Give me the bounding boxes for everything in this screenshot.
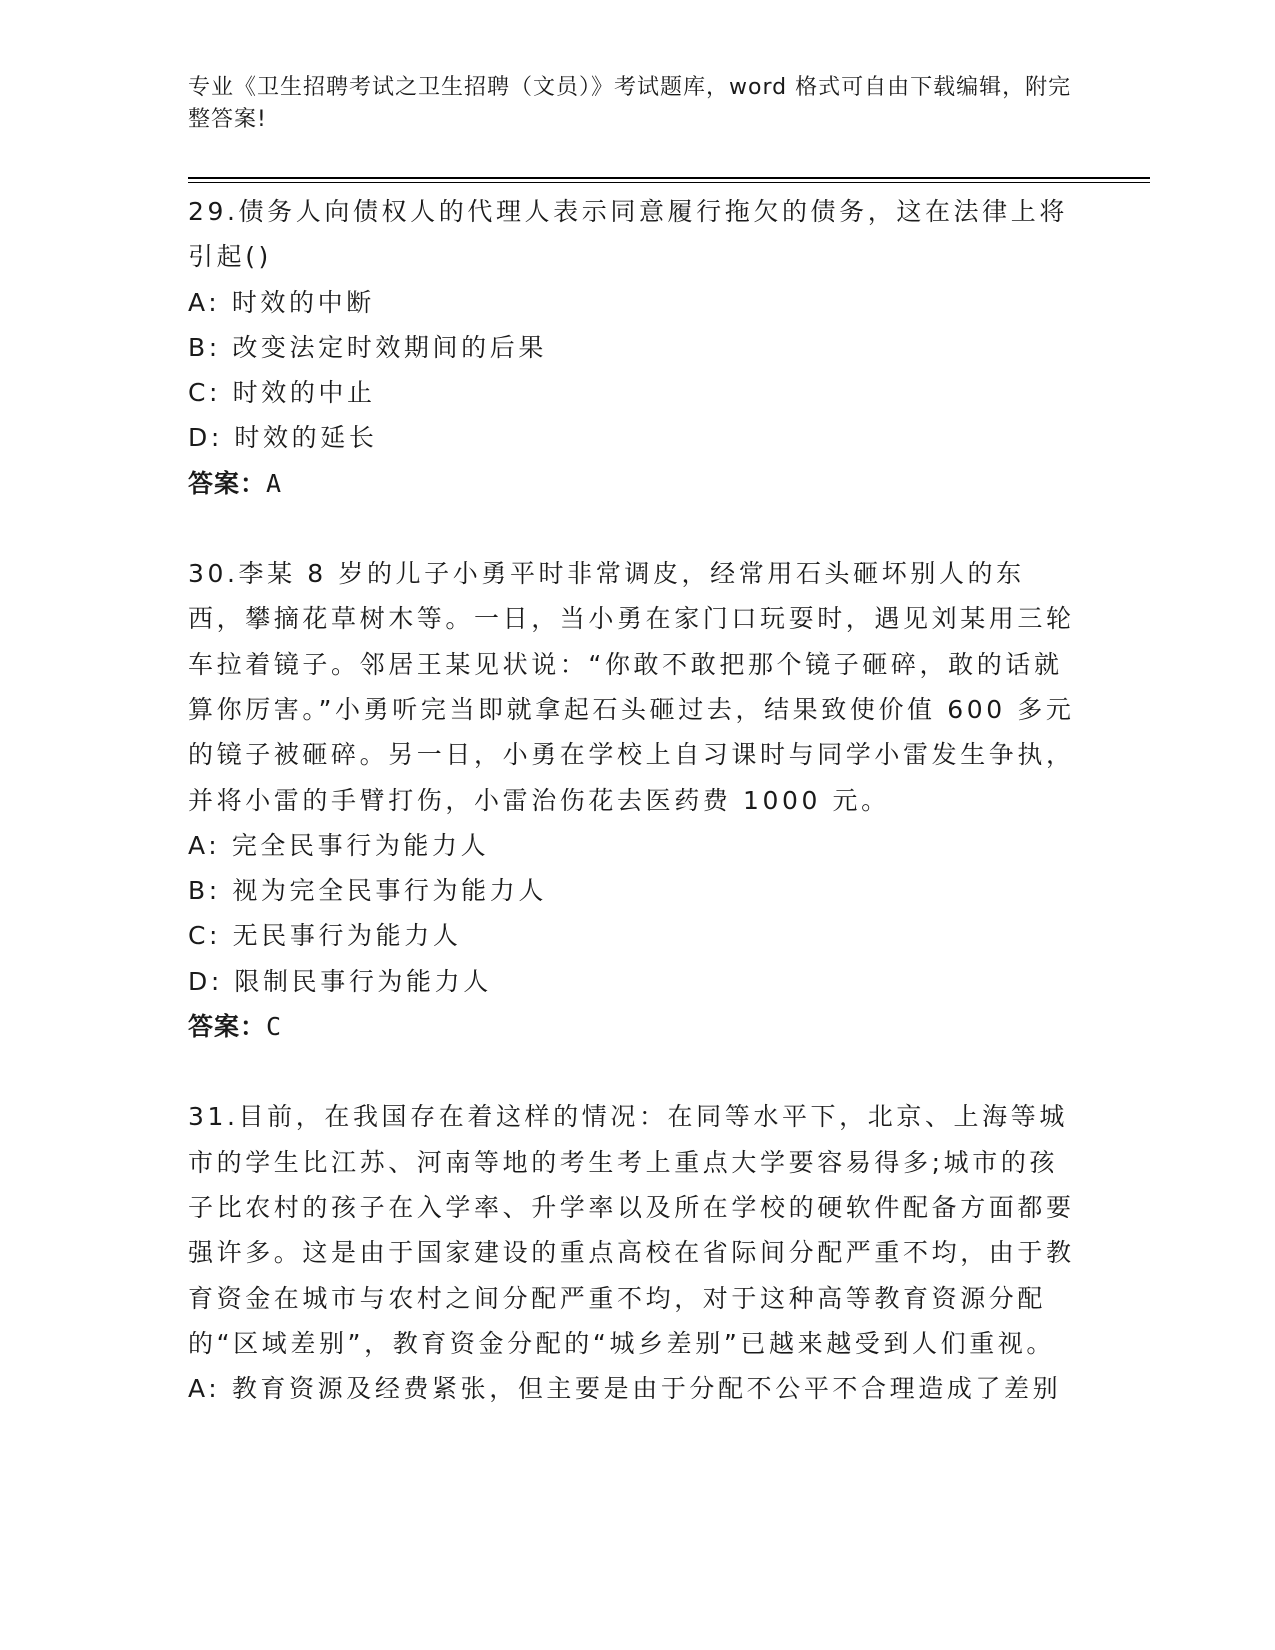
option-d: D: 限制民事行为能力人: [188, 966, 492, 996]
option-a: A: 完全民事行为能力人: [188, 830, 490, 860]
answer-value: C: [266, 1012, 283, 1042]
answer-line: [188, 1004, 1078, 1049]
answer-value: A: [266, 468, 283, 498]
option-b: B: 改变法定时效期间的后果: [188, 332, 547, 362]
option-c: C: 时效的中止: [188, 378, 376, 408]
option-b: B: 视为完全民事行为能力人: [188, 876, 547, 906]
option-d: D: 时效的延长: [188, 423, 378, 453]
header-divider-thick: [188, 177, 1150, 179]
option-a: A: 教育资源及经费紧张，但主要是由于分配不公平不合理造成了差别: [188, 1374, 1062, 1404]
answer-label: 答案：: [188, 1012, 267, 1042]
document-header: 专业《卫生招聘考试之卫生招聘（文员）》考试题库，word 格式可自由下载编辑，附完整答案!: [188, 75, 1072, 132]
question-29: [188, 189, 1078, 506]
question-list: [188, 189, 1078, 1456]
question-stem: 29.债务人向债权人的代理人表示同意履行拖欠的债务，这在法律上将引起(): [188, 197, 1068, 272]
option-c: C: 无民事行为能力人: [188, 921, 462, 951]
answer-label: 答案：: [188, 468, 267, 498]
header-divider-thin: [188, 182, 1150, 183]
option-a: A: 时效的中断: [188, 287, 375, 317]
question-stem: 31.目前，在我国存在着这样的情况：在同等水平下，北京、上海等城市的学生比江苏、河南等地的考生考上重点大学要容易得多;城市的孩子比农村的孩子在入学率、升学率以及所在学校的硬软件配备方面都要强许多。这是由于国家建设的重点高校在省际间分配严重不均，由于教育资金在城市与农村之间分配严重不均，对于这种高等教育资源分配的“区域差别”，教育资金分配的“城乡差别”已越来越受到人们重视。: [188, 1102, 1075, 1358]
question-stem: 30.李某 8 岁的儿子小勇平时非常调皮，经常用石头砸坏别人的东西，攀摘花草树木等。一日，当小勇在家门口玩耍时，遇见刘某用三轮车拉着镜子。邻居王某见状说：“你敢不敢把那个镜子砸碎，敢的话就算你厉害。”小勇听完当即就拿起石头砸过去，结果致使价值 600 多元的镜子被砸碎。另一日，小勇在学校上自习课时与同学小雷发生争执，并将小雷的手臂打伤，小雷治伤花去医药费 1000 元。: [188, 559, 1075, 815]
question-30: [188, 551, 1078, 1049]
answer-line: [188, 461, 1078, 506]
question-31: [188, 1094, 1078, 1411]
